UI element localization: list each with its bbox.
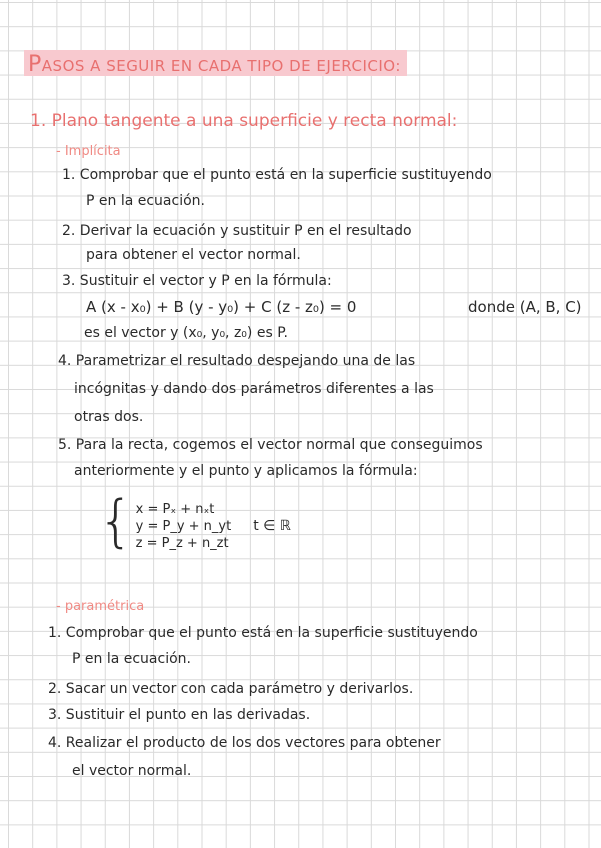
implicita-step-3-cont: es el vector y (x₀, y₀, z₀) es P. xyxy=(84,325,288,341)
implicita-label: - Implícita xyxy=(56,144,121,159)
title-rest: ASOS A SEGUIR EN CADA TIPO DE EJERCICIO: xyxy=(41,57,401,75)
plane-formula: A (x - x₀) + B (y - y₀) + C (z - z₀) = 0 xyxy=(86,298,357,316)
parametrica-step-2: 2. Sacar un vector con cada parámetro y derivarlos. xyxy=(48,681,414,697)
parametrica-step-3: 3. Sustituir el punto en las derivadas. xyxy=(48,707,311,723)
system-y: y = P_y + n_yt xyxy=(135,518,232,534)
title-initial: P xyxy=(28,52,42,77)
system-z: z = P_z + n_zt xyxy=(135,535,229,551)
implicita-step-4-end: otras dos. xyxy=(74,409,144,425)
implicita-step-5: 5. Para la recta, cogemos el vector normal que conseguimos xyxy=(58,437,483,453)
page-title xyxy=(24,50,407,76)
brace-symbol: { xyxy=(98,489,134,554)
system-domain: t ∈ ℝ xyxy=(253,518,291,534)
implicita-step-4: 4. Parametrizar el resultado despejando una de las xyxy=(58,353,416,369)
implicita-step-1-cont: P en la ecuación. xyxy=(86,193,205,209)
implicita-step-3: 3. Sustituir el vector y P en la fórmula: xyxy=(62,273,332,289)
parametrica-label: - paramétrica xyxy=(56,599,145,614)
implicita-step-2-cont: para obtener el vector normal. xyxy=(86,247,301,263)
parametrica-step-4-cont: el vector normal. xyxy=(72,763,192,779)
implicita-step-4-cont: incógnitas y dando dos parámetros diferentes a las xyxy=(74,381,434,397)
plane-formula-where: donde (A, B, C) xyxy=(468,298,582,316)
parametrica-step-1-cont: P en la ecuación. xyxy=(72,651,191,667)
section-heading: 1. Plano tangente a una superficie y recta normal: xyxy=(30,111,458,131)
parametrica-step-1: 1. Comprobar que el punto está en la superficie sustituyendo xyxy=(48,625,478,641)
line-equation-system xyxy=(98,489,291,554)
implicita-step-2: 2. Derivar la ecuación y sustituir P en el resultado xyxy=(62,223,412,239)
implicita-step-5-cont: anteriormente y el punto y aplicamos la fórmula: xyxy=(74,463,418,479)
parametrica-step-4: 4. Realizar el producto de los dos vectores para obtener xyxy=(48,735,441,751)
system-x: x = Pₓ + nₓt xyxy=(135,501,215,517)
implicita-step-1: 1. Comprobar que el punto está en la superficie sustituyendo xyxy=(62,167,492,183)
